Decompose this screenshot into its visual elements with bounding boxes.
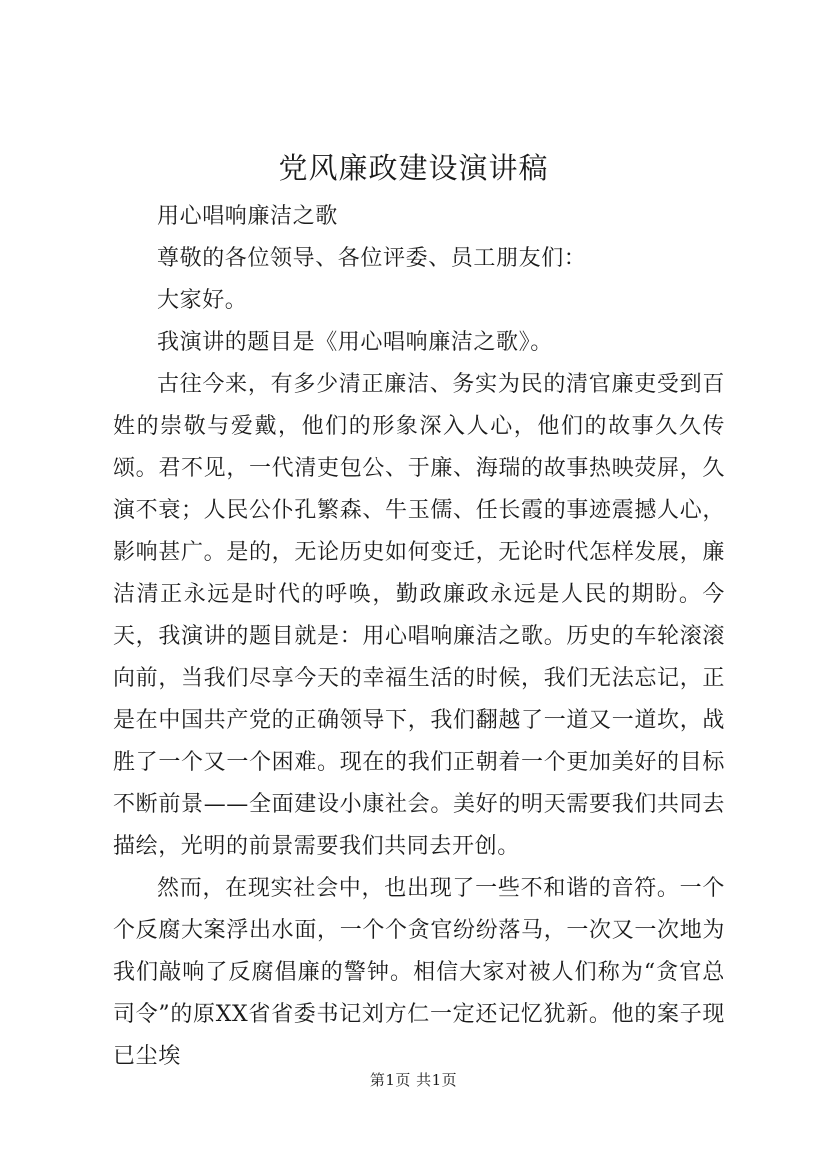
salutation: 尊敬的各位领导、各位评委、员工朋友们：: [157, 246, 587, 271]
greeting: 大家好。: [157, 288, 248, 313]
document-title: 党风廉政建设演讲稿: [278, 151, 549, 185]
topic-statement: 我演讲的题目是《用心唱响廉洁之歌》。: [157, 330, 553, 355]
document-body: [113, 196, 725, 1078]
speech-subtitle: 用心唱响廉洁之歌: [157, 204, 338, 229]
body-paragraph: 古往今来，有多少清正廉洁、务实为民的清官廉吏受到百姓的崇敬与爱戴，他们的形象深入人心，他们的故事久久传颂。君不见，一代清吏包公、于廉、海瑞的故事热映荧屏，久演不衰；人民公仆孔繁森、牛玉儒、任长霞的事迹震撼人心，影响甚广。是的，无论历史如何变迁，无论时代怎样发展，廉洁清正永远是时代的呼唤，勤政廉政永远是人民的期盼。今天，我演讲的题目就是：用心唱响廉洁之歌。历史的车轮滚滚向前，当我们尽享今天的幸福生活的时候，我们无法忘记，正是在中国共产党的正确领导下，我们翻越了一道又一道坎，战胜了一个又一个困难。现在的我们正朝着一个更加美好的目标不断前景——全面建设小康社会。美好的明天需要我们共同去描绘，光明的前景需要我们共同去开创。: [113, 372, 725, 859]
page-number-footer: 第1页 共1页: [369, 1071, 458, 1089]
body-paragraph: 然而，在现实社会中，也出现了一些不和谐的音符。一个个反腐大案浮出水面，一个个贪官纷纷落马，一次又一次地为我们敲响了反腐倡廉的警钟。相信大家对被人们称为“贪官总司令”的原XX省省委书记刘方仁一定还记忆犹新。他的案子现已尘埃: [113, 876, 725, 1069]
